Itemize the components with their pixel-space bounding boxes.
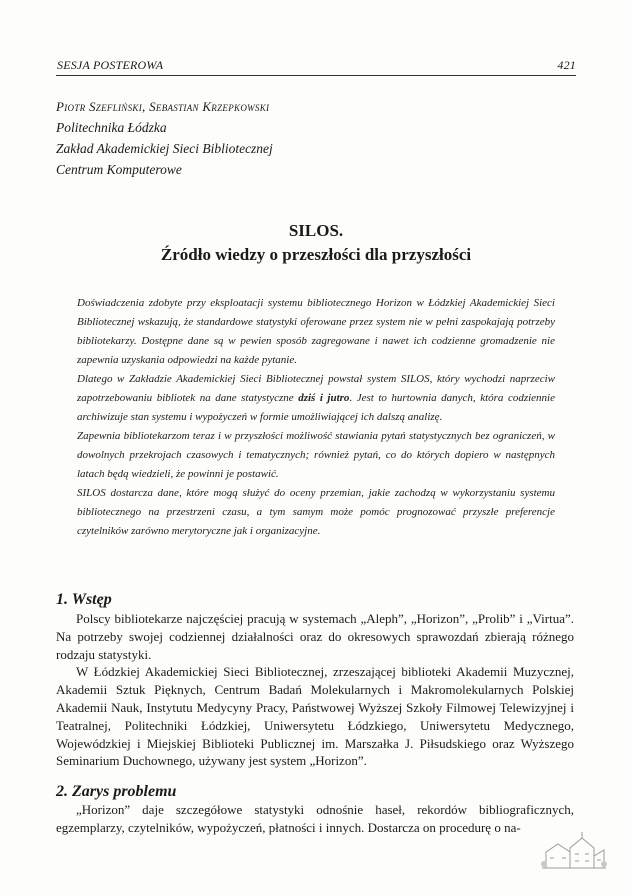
abstract-paragraph: [77, 370, 555, 427]
body-paragraph: „Horizon” daje szczegółowe statystyki odnośnie haseł, rekordów bibliograficznych, egzemplarzy, czytelników, wypożyczeń, płatności i innych. Dostarcza on procedurę o na-: [56, 802, 574, 835]
title-line-2: Źródło wiedzy o przeszłości dla przyszłości: [160, 245, 472, 264]
section-heading-problem: 2. Zarys problemu: [56, 783, 177, 800]
section-heading-introduction: 1. Wstęp: [56, 591, 112, 608]
section-body-introduction: [56, 610, 574, 770]
abstract-text: Dlatego w Zakładzie Akademickiej Sieci Bibliotecznej powstał system SILOS, który wychodzi naprzeciw zapotrzebowaniu bibliotek na dane statystyczne: [77, 373, 555, 404]
abstract-paragraph: Zapewnia bibliotekarzom teraz i w przyszłości możliwość stawiania pytań statystycznych bez ograniczeń, w dowolnych przekrojach czasowych i tematycznych; również pytań, co do których dopiero w następnych latach będą wiedzieli, że powinni je postawić.: [77, 430, 555, 480]
running-head-section: SESJA POSTEROWA: [57, 58, 164, 72]
abstract-text: . Jest to hurtownia danych, która codziennie archiwizuje stan systemu i wypożyczeń w formie umożliwiającej ich dalszą analizę.: [77, 392, 555, 423]
paper-title: [56, 219, 576, 267]
page-number: 421: [557, 58, 576, 72]
author-block: [56, 96, 576, 180]
abstract: [77, 294, 555, 541]
author-names: Piotr Szefliński, Sebastian Krzepkowski: [56, 99, 270, 114]
affiliation-line: Zakład Akademickiej Sieci Bibliotecznej: [56, 141, 273, 156]
body-paragraph: Polscy bibliotekarze najczęściej pracują w systemach „Aleph”, „Horizon”, „Prolib” i „Virtua”. Na potrzeby swojej codziennej działalności oraz do okresowych sprawozdań zbierają różnego rodzaju statystyki.: [56, 611, 574, 662]
affiliation-line: Politechnika Łódzka: [56, 120, 167, 135]
abstract-emphasis: dziś i jutro: [298, 392, 350, 404]
body-paragraph: W Łódzkiej Akademickiej Sieci Bibliotecznej, zrzeszającej biblioteki Akademii Muzycznej, Akademii Sztuk Pięknych, Centrum Badań Molekularnych i Makromolekularnych Polskiej Akademii Nauk, Instytutu Medycyny Pracy, Państwowej Wyższej Szkoły Filmowej Telewizyjnej i Teatralnej, Politechniki Łódzkiej, Uniwersytetu Łódzkiego, Uniwersytetu Medycznego, Wojewódzkiej i Miejskiej Biblioteki Publicznej im. Marszałka J. Piłsudskiego oraz Wyższego Seminarium Duchownego, używany jest system „Horizon”.: [56, 664, 574, 769]
abstract-paragraph: Doświadczenia zdobyte przy eksploatacji systemu bibliotecznego Horizon w Łódzkiej Akademickiej Sieci Bibliotecznej wskazują, że standardowe statystyki oferowane przez system nie w pełni zaspokajają potrzeby bibliotekarzy. Dostępne dane są w pewien sposób zagregowane i nawet ich codzienne gromadzenie nie zapewnia uzyskania odpowiedzi na każde pytanie.: [77, 297, 555, 366]
section-body-problem: [56, 801, 574, 837]
running-head: [56, 57, 576, 76]
title-line-1: SILOS.: [288, 221, 344, 240]
abstract-paragraph: SILOS dostarcza dane, które mogą służyć do oceny przemian, jakie zachodzą w wykorzystaniu systemu bibliotecznego na przestrzeni czasu, a tym samym może pomóc prognozować przyszłe preferencje czytelników zarówno merytoryczne jak i organizacyjne.: [77, 487, 555, 537]
library-building-stamp-icon: [538, 828, 610, 874]
affiliation-line: Centrum Komputerowe: [56, 162, 182, 177]
